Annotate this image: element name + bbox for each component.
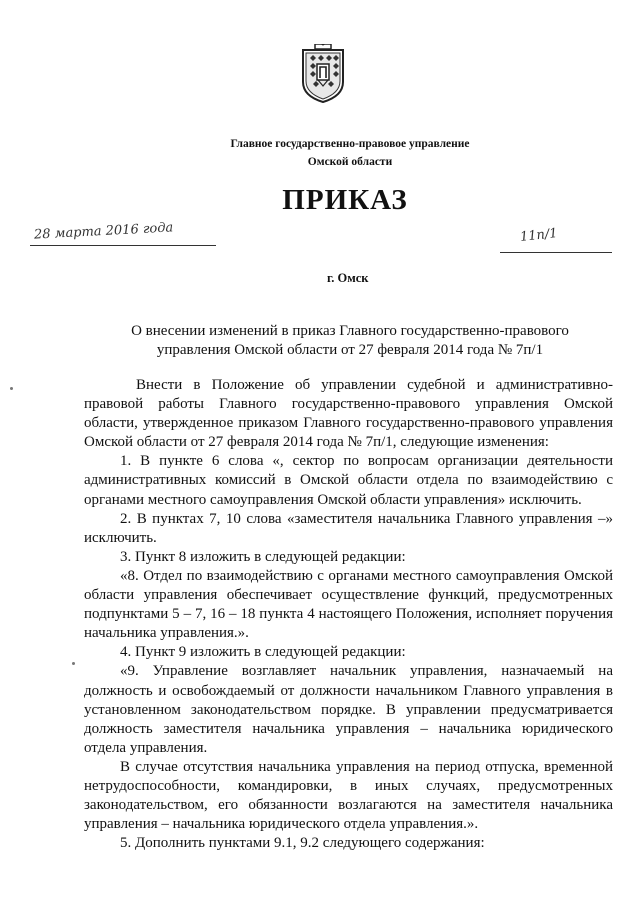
order-subject xyxy=(70,322,630,360)
margin-dot xyxy=(10,387,13,390)
handwritten-date: 28 марта 2016 года xyxy=(33,220,174,243)
body-paragraph-item-2: 2. В пунктах 7, 10 слова «заместителя начальника Главного управления –» исключить. xyxy=(84,510,613,546)
body-paragraph-item-4: 4. Пункт 9 изложить в следующей редакции: xyxy=(120,644,406,661)
body-paragraph-item-5: 5. Дополнить пунктами 9.1, 9.2 следующего содержания: xyxy=(120,835,485,852)
agency-name: Главное государственно-правовое управление xyxy=(230,138,470,150)
handwritten-order-number: 11п/1 xyxy=(519,226,559,245)
body-paragraph-item-3: 3. Пункт 8 изложить в следующей редакции: xyxy=(120,548,406,565)
date-underline xyxy=(30,245,216,246)
omsk-coat-of-arms-icon xyxy=(300,44,346,104)
body-paragraph-quote-9-cont: В случае отсутствия начальника управления на период отпуска, временной нетрудоспособности, командировки, в иных случаях, предусмотренных законодательством, его обязанности возлагаются на заместителя начальника управления – начальника юридического отдела управления.». xyxy=(84,758,613,833)
body-paragraph-quote-8: «8. Отдел по взаимодействию с органами местного самоуправления Омской области управления обеспечивает осуществление функций, предусмотренных подпунктами 5 – 7, 16 – 18 пункта 4 настоящего Положения, исполняет поручения начальника управления.». xyxy=(84,567,613,642)
margin-dot xyxy=(72,662,75,665)
city-label: г. Омск xyxy=(327,271,369,285)
agency-region: Омской области xyxy=(307,156,393,168)
body-paragraph-quote-9: «9. Управление возглавляет начальник управления, назначаемый на должность и освобождаемый от должности начальником Главного управления в установленном законодательством порядке. В управлении предусматривается должность заместителя начальника управления – начальника юридического отдела управления. xyxy=(84,663,613,756)
subject-line-2: управления Омской области от 27 февраля 2014 года № 7п/1 xyxy=(156,342,544,358)
number-underline xyxy=(500,252,612,253)
body-paragraph-intro: Внести в Положение об управлении судебной и административно-правовой работы Главного государственно-правового управления Омской области, утвержденное приказом Главного государственно-правового управления Омской области от 27 февраля 2014 года № 7п/1, следующие изменения: xyxy=(84,377,613,451)
order-body xyxy=(84,376,613,853)
subject-line-1: О внесении изменений в приказ Главного государственно-правового xyxy=(131,323,569,339)
document-title: ПРИКАЗ xyxy=(282,184,408,216)
body-paragraph-item-1: 1. В пункте 6 слова «, сектор по вопросам организации деятельности административных комиссий в Омской области отдела по взаимодействию с органами местного самоуправления Омской области управления» исключить. xyxy=(84,453,613,508)
